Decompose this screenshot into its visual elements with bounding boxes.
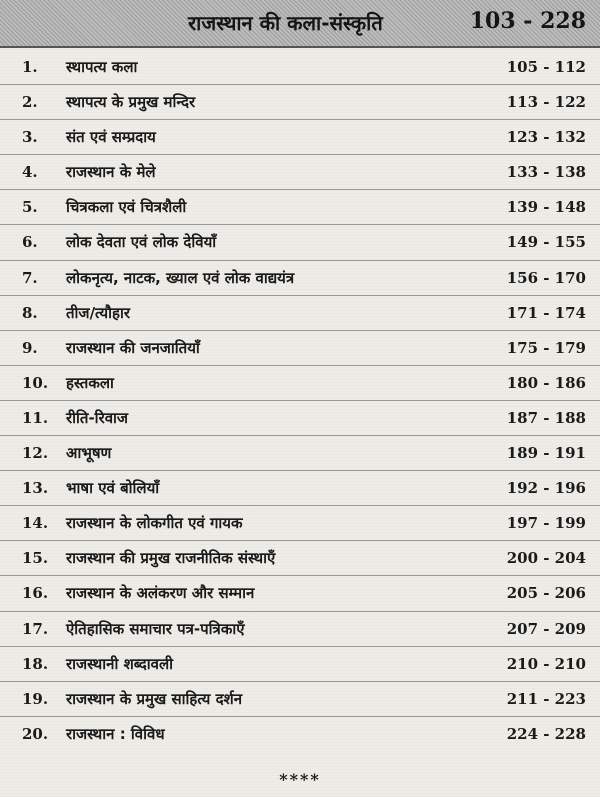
- chapter-title: राजस्थान की जनजातियाँ: [66, 338, 200, 357]
- toc-row: [0, 296, 600, 331]
- chapter-number: 2.: [22, 93, 38, 112]
- chapter-pages: 139 - 148: [506, 198, 586, 217]
- toc-row: [0, 576, 600, 611]
- toc-row: [0, 225, 600, 260]
- chapter-number: 9.: [22, 338, 38, 357]
- chapter-pages: 133 - 138: [506, 163, 586, 182]
- chapter-title: लोकनृत्य, नाटक, ख्याल एवं लोक वाद्ययंत्र: [66, 268, 295, 287]
- chapter-title: राजस्थान के अलंकरण और सम्मान: [66, 584, 255, 603]
- toc-row: [0, 647, 600, 682]
- chapter-pages: 210 - 210: [506, 654, 586, 673]
- toc-row: [0, 541, 600, 576]
- chapter-number: 19.: [22, 689, 49, 708]
- chapter-number: 18.: [22, 654, 49, 673]
- chapter-number: 10.: [22, 373, 49, 392]
- chapter-title: ऐतिहासिक समाचार पत्र-पत्रिकाएँ: [66, 619, 245, 638]
- table-of-contents: [0, 50, 600, 751]
- chapter-pages: 192 - 196: [506, 479, 586, 498]
- toc-row: [0, 261, 600, 296]
- chapter-title: आभूषण: [66, 444, 112, 463]
- chapter-pages: 180 - 186: [506, 373, 586, 392]
- chapter-title: राजस्थान के लोकगीत एवं गायक: [66, 514, 243, 533]
- chapter-title: हस्तकला: [66, 373, 114, 392]
- chapter-number: 14.: [22, 514, 49, 533]
- chapter-title: रीति-रिवाज: [66, 408, 129, 427]
- chapter-title: स्थापत्य कला: [66, 58, 138, 76]
- chapter-title: तीज/त्यौहार: [66, 303, 130, 322]
- chapter-pages: 105 - 112: [506, 58, 586, 76]
- chapter-number: 5.: [22, 198, 38, 217]
- chapter-number: 15.: [22, 549, 49, 568]
- section-page-range: 103 - 228: [469, 8, 586, 34]
- toc-row: [0, 366, 600, 401]
- chapter-title: राजस्थान के मेले: [66, 163, 156, 182]
- toc-row: [0, 120, 600, 155]
- chapter-number: 6.: [22, 233, 38, 252]
- chapter-pages: 200 - 204: [506, 549, 586, 568]
- chapter-pages: 171 - 174: [506, 303, 586, 322]
- section-title: राजस्थान की कला-संस्कृति: [188, 11, 383, 35]
- toc-row: [0, 717, 600, 751]
- chapter-number: 7.: [22, 268, 38, 287]
- chapter-pages: 149 - 155: [506, 233, 586, 252]
- chapter-number: 20.: [22, 724, 49, 743]
- chapter-pages: 224 - 228: [506, 724, 586, 743]
- chapter-pages: 175 - 179: [506, 338, 586, 357]
- chapter-title: राजस्थान की प्रमुख राजनीतिक संस्थाएँ: [66, 549, 276, 568]
- chapter-pages: 189 - 191: [506, 444, 586, 463]
- footer-stars: ****: [279, 770, 321, 789]
- chapter-title: संत एवं सम्प्रदाय: [66, 128, 156, 147]
- toc-row: [0, 401, 600, 436]
- chapter-pages: 187 - 188: [506, 408, 586, 427]
- toc-row: [0, 190, 600, 225]
- chapter-pages: 211 - 223: [506, 689, 586, 708]
- chapter-pages: 205 - 206: [506, 584, 586, 603]
- chapter-pages: 113 - 122: [506, 93, 586, 112]
- chapter-number: 12.: [22, 444, 49, 463]
- chapter-title: स्थापत्य के प्रमुख मन्दिर: [66, 93, 196, 112]
- chapter-number: 1.: [22, 58, 38, 76]
- chapter-title: राजस्थानी शब्दावली: [66, 654, 174, 673]
- chapter-number: 11.: [22, 408, 49, 427]
- chapter-pages: 156 - 170: [506, 268, 586, 287]
- toc-row: [0, 155, 600, 190]
- chapter-number: 16.: [22, 584, 49, 603]
- chapter-pages: 123 - 132: [506, 128, 586, 147]
- chapter-pages: 197 - 199: [506, 514, 586, 533]
- toc-row: [0, 612, 600, 647]
- toc-row: [0, 85, 600, 120]
- toc-row: [0, 471, 600, 506]
- chapter-number: 8.: [22, 303, 38, 322]
- toc-row: [0, 331, 600, 366]
- toc-row: [0, 682, 600, 717]
- chapter-number: 4.: [22, 163, 38, 182]
- chapter-title: राजस्थान : विविध: [66, 724, 165, 743]
- chapter-title: भाषा एवं बोलियाँ: [66, 479, 160, 498]
- chapter-title: लोक देवता एवं लोक देवियाँ: [66, 233, 217, 252]
- toc-row: [0, 506, 600, 541]
- chapter-title: चित्रकला एवं चित्रशैली: [66, 198, 187, 217]
- toc-row: [0, 50, 600, 85]
- chapter-number: 3.: [22, 128, 38, 147]
- chapter-title: राजस्थान के प्रमुख साहित्य दर्शन: [66, 689, 243, 708]
- section-header: [0, 0, 600, 48]
- chapter-number: 13.: [22, 479, 49, 498]
- chapter-pages: 207 - 209: [506, 619, 586, 638]
- chapter-number: 17.: [22, 619, 49, 638]
- toc-row: [0, 436, 600, 471]
